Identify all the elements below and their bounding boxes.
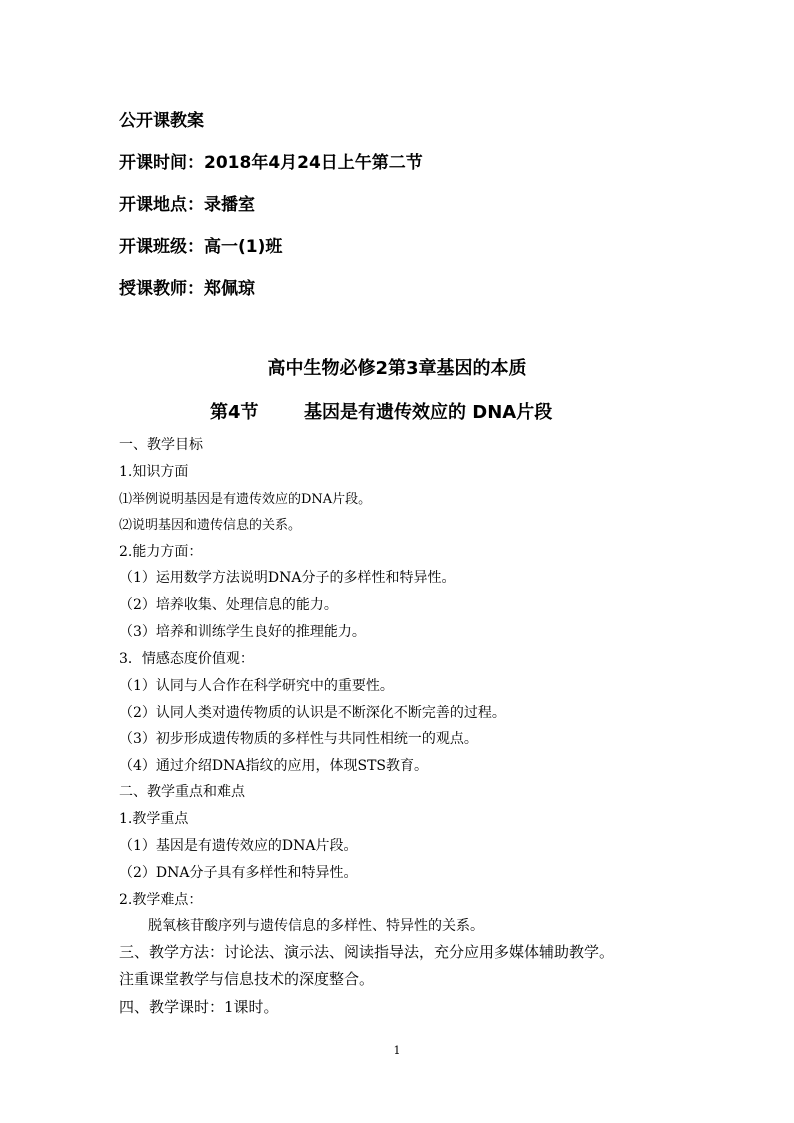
attitude-item-3: （3）初步形成遗传物质的多样性与共同性相统一的观点。 — [119, 731, 478, 747]
chapter-title: 高中生物必修2第3章基因的本质 — [267, 358, 527, 379]
attitude-item-1: （1）认同与人合作在科学研究中的重要性。 — [119, 678, 394, 694]
teaching-methods-cont: 注重课堂教学与信息技术的深度整合。 — [119, 970, 375, 988]
class-teacher: 授课教师：郑佩琼 — [119, 279, 255, 299]
attitude-item-2: （2）认同人类对遗传物质的认识是不断深化不断完善的过程。 — [119, 705, 506, 721]
ability-item-2: （2）培养收集、处理信息的能力。 — [119, 597, 338, 613]
heading-objectives: 一、教学目标 — [119, 437, 203, 453]
doc-title: 公开课教案 — [119, 111, 204, 131]
heading-key-points: 二、教学重点和难点 — [119, 784, 245, 800]
section-name: 基因是有遗传效应的 DNA片段 — [304, 402, 553, 423]
attitude-item-4: （4）通过介绍DNA指纹的应用，体现STS教育。 — [119, 758, 429, 774]
ability-item-1: （1）运用数学方法说明DNA分子的多样性和特异性。 — [119, 570, 456, 586]
class-group: 开课班级：高一(1)班 — [119, 237, 283, 257]
subheading-focus: 1.教学重点 — [119, 811, 189, 827]
page-number: 1 — [393, 1044, 401, 1057]
subheading-knowledge: 1.知识方面 — [119, 464, 189, 480]
focus-item-1: （1）基因是有遗传效应的DNA片段。 — [119, 838, 358, 854]
focus-item-2: （2）DNA分子具有多样性和特异性。 — [119, 865, 358, 881]
knowledge-item-2: ⑵说明基因和遗传信息的关系。 — [119, 518, 302, 533]
teaching-methods: 三、教学方法：讨论法、演示法、阅读指导法，充分应用多媒体辅助教学。 — [119, 943, 615, 961]
section-number: 第4节 — [210, 402, 259, 423]
teaching-hours: 四、教学课时：1课时。 — [119, 998, 279, 1016]
subheading-ability: 2.能力方面： — [119, 544, 203, 560]
difficulty-text: 脱氧核苷酸序列与遗传信息的多样性、特异性的关系。 — [148, 918, 484, 934]
knowledge-item-1: ⑴举例说明基因是有遗传效应的DNA片段。 — [119, 492, 372, 507]
section-title — [210, 398, 552, 424]
class-place: 开课地点：录播室 — [119, 195, 255, 215]
subheading-attitude: 3．情感态度价值观： — [119, 651, 254, 667]
ability-item-3: （3）培养和训练学生良好的推理能力。 — [119, 624, 366, 640]
class-time: 开课时间：2018年4月24日上午第二节 — [119, 153, 423, 173]
subheading-difficulty: 2.教学难点： — [119, 892, 203, 908]
